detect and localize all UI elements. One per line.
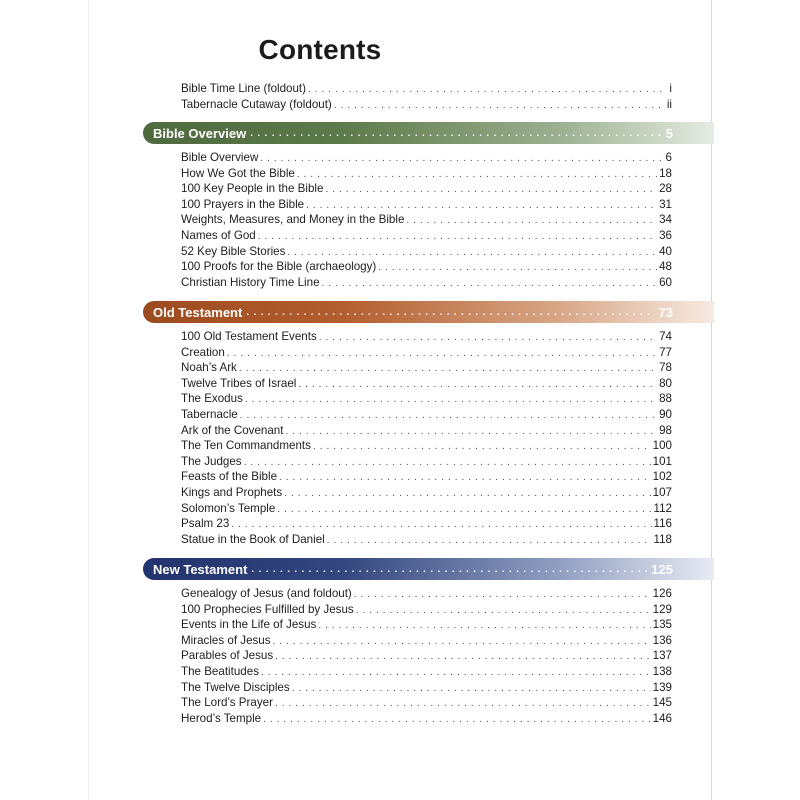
toc-entry[interactable] bbox=[181, 407, 672, 423]
dot-leader bbox=[287, 245, 657, 261]
dot-leader bbox=[297, 167, 657, 183]
dot-leader bbox=[240, 408, 657, 424]
dot-leader bbox=[334, 98, 665, 114]
entry-page: 126 bbox=[652, 587, 672, 600]
entry-page: 18 bbox=[659, 166, 672, 180]
dot-leader bbox=[298, 377, 657, 393]
entry-title: The Twelve Disciples bbox=[181, 680, 290, 694]
entry-page: i bbox=[669, 82, 672, 95]
toc-entry[interactable] bbox=[181, 360, 672, 376]
toc-entry[interactable] bbox=[181, 97, 672, 113]
entry-page: 98 bbox=[659, 423, 672, 437]
toc-entry[interactable] bbox=[181, 329, 672, 345]
entry-page: 101 bbox=[652, 454, 672, 468]
toc-entry[interactable] bbox=[181, 391, 672, 407]
entry-page: 139 bbox=[652, 680, 672, 694]
entry-page: 146 bbox=[652, 711, 672, 725]
toc-entry[interactable] bbox=[181, 664, 672, 680]
dot-leader bbox=[244, 455, 651, 471]
dot-leader bbox=[275, 696, 651, 712]
entry-title: Psalm 23 bbox=[181, 517, 230, 531]
toc-entry[interactable] bbox=[181, 633, 672, 649]
toc-entry[interactable] bbox=[181, 150, 672, 166]
entry-title: Feasts of the Bible bbox=[181, 470, 278, 484]
toc-entry[interactable] bbox=[181, 617, 672, 633]
dot-leader bbox=[378, 260, 657, 276]
entry-page: 48 bbox=[659, 260, 672, 274]
entry-page: 6 bbox=[665, 151, 672, 164]
entry-title: 100 Old Testament Events bbox=[181, 330, 317, 343]
section-page: 73 bbox=[658, 304, 673, 320]
entry-title: The Judges bbox=[181, 454, 242, 468]
entry-title: Ark of the Covenant bbox=[181, 423, 284, 437]
dot-leader bbox=[313, 439, 651, 455]
entry-page: 36 bbox=[659, 228, 672, 242]
entry-title: Noah’s Ark bbox=[181, 361, 237, 375]
toc-entry[interactable] bbox=[181, 81, 672, 97]
toc-entry[interactable] bbox=[181, 423, 672, 439]
dot-leader bbox=[260, 151, 663, 167]
toc-entry[interactable] bbox=[181, 602, 672, 618]
entry-page: 40 bbox=[659, 244, 672, 258]
section-header-old-testament[interactable] bbox=[143, 301, 714, 323]
entry-page: 138 bbox=[652, 664, 672, 678]
front-matter-list bbox=[181, 81, 672, 112]
dot-leader bbox=[275, 649, 651, 665]
entry-title: Tabernacle bbox=[181, 407, 238, 421]
dot-leader bbox=[356, 603, 651, 619]
dot-leader bbox=[284, 486, 650, 502]
dot-leader bbox=[319, 330, 657, 346]
entry-title: 52 Key Bible Stories bbox=[181, 244, 286, 258]
entry-page: 88 bbox=[659, 392, 672, 406]
entry-page: 90 bbox=[659, 407, 672, 421]
entry-page: 31 bbox=[659, 197, 672, 211]
toc-entry[interactable] bbox=[181, 485, 672, 501]
dot-leader bbox=[251, 564, 647, 575]
entry-title: The Beatitudes bbox=[181, 664, 259, 678]
dot-leader bbox=[239, 361, 657, 377]
dot-leader bbox=[277, 502, 651, 518]
entry-title: Tabernacle Cutaway (foldout) bbox=[181, 97, 332, 111]
toc-entry[interactable] bbox=[181, 166, 672, 182]
entry-title: Creation bbox=[181, 345, 225, 359]
section-header-new-testament[interactable] bbox=[143, 558, 714, 580]
dot-leader bbox=[279, 470, 651, 486]
dot-leader bbox=[261, 665, 651, 681]
dot-leader bbox=[245, 392, 657, 408]
toc-entry[interactable] bbox=[181, 212, 672, 228]
dot-leader bbox=[308, 82, 667, 98]
toc-entry[interactable] bbox=[181, 586, 672, 602]
dot-leader bbox=[250, 128, 662, 139]
entry-title: Kings and Prophets bbox=[181, 485, 283, 499]
dot-leader bbox=[322, 276, 658, 292]
toc-entry[interactable] bbox=[181, 469, 672, 485]
toc-entry[interactable] bbox=[181, 228, 672, 244]
entry-title: 100 Prophecies Fulfilled by Jesus bbox=[181, 602, 354, 616]
dot-leader bbox=[325, 182, 657, 198]
entry-page: 145 bbox=[652, 696, 672, 710]
entry-title: Statue in the Book of Daniel bbox=[181, 532, 325, 546]
page-title: Contents bbox=[258, 34, 382, 65]
section-heading: Bible Overview bbox=[153, 125, 247, 141]
entry-title: Miracles of Jesus bbox=[181, 633, 271, 647]
entry-title: Solomon’s Temple bbox=[181, 501, 276, 515]
toc-entry[interactable] bbox=[181, 454, 672, 470]
toc-entry[interactable] bbox=[181, 438, 672, 454]
entry-title: Names of God bbox=[181, 228, 256, 242]
entry-title: Herod’s Temple bbox=[181, 711, 262, 725]
toc-entry[interactable] bbox=[181, 648, 672, 664]
entry-page: 107 bbox=[652, 485, 672, 499]
toc-entry[interactable] bbox=[181, 680, 672, 696]
entry-page: 78 bbox=[659, 361, 672, 375]
entry-page: 80 bbox=[659, 376, 672, 390]
entry-page: ii bbox=[666, 97, 672, 111]
entry-page: 34 bbox=[659, 213, 672, 227]
entry-page: 102 bbox=[652, 470, 672, 484]
toc-entry[interactable] bbox=[181, 275, 672, 291]
entry-title: Events in the Life of Jesus bbox=[181, 618, 317, 632]
entry-title: The Ten Commandments bbox=[181, 439, 311, 453]
entry-title: The Lord’s Prayer bbox=[181, 696, 273, 710]
dot-leader bbox=[263, 712, 651, 728]
section-list-new-testament bbox=[181, 586, 672, 726]
dot-leader bbox=[327, 533, 652, 549]
entry-page: 28 bbox=[659, 182, 672, 196]
entry-page: 112 bbox=[653, 501, 672, 515]
entry-title: 100 Proofs for the Bible (archaeology) bbox=[181, 260, 377, 274]
dot-leader bbox=[273, 634, 651, 650]
entry-title: Parables of Jesus bbox=[181, 649, 274, 663]
entry-page: 129 bbox=[652, 602, 672, 616]
section-list-bible-overview bbox=[181, 150, 672, 290]
entry-page: 135 bbox=[652, 618, 672, 632]
entry-page: 137 bbox=[652, 649, 672, 663]
toc-entry[interactable] bbox=[181, 711, 672, 727]
entry-title: Christian History Time Line bbox=[181, 275, 320, 289]
entry-title: Bible Time Line (foldout) bbox=[181, 82, 307, 95]
toc-entry[interactable] bbox=[181, 259, 672, 275]
dot-leader bbox=[306, 198, 657, 214]
entry-title: 100 Key People in the Bible bbox=[181, 182, 324, 196]
entry-page: 116 bbox=[653, 517, 672, 531]
toc-entry[interactable] bbox=[181, 197, 672, 213]
dot-leader bbox=[227, 346, 657, 362]
entry-page: 118 bbox=[653, 532, 672, 546]
entry-title: The Exodus bbox=[181, 392, 243, 406]
entry-title: Genealogy of Jesus (and foldout) bbox=[181, 587, 352, 600]
dot-leader bbox=[292, 681, 651, 697]
entry-page: 136 bbox=[652, 633, 672, 647]
toc-entry[interactable] bbox=[181, 181, 672, 197]
entry-title: 100 Prayers in the Bible bbox=[181, 197, 305, 211]
entry-title: Twelve Tribes of Israel bbox=[181, 376, 297, 390]
toc-entry[interactable] bbox=[181, 695, 672, 711]
section-page: 5 bbox=[665, 125, 673, 141]
toc-entry[interactable] bbox=[181, 376, 672, 392]
dot-leader bbox=[231, 517, 651, 533]
toc-entry[interactable] bbox=[181, 501, 672, 517]
section-list-old-testament bbox=[181, 329, 672, 547]
section-page: 125 bbox=[651, 561, 673, 577]
dot-leader bbox=[285, 424, 657, 440]
entry-page: 77 bbox=[659, 345, 672, 359]
entry-title: How We Got the Bible bbox=[181, 166, 295, 180]
toc-entry[interactable] bbox=[181, 516, 672, 532]
section-heading: Old Testament bbox=[153, 304, 243, 320]
dot-leader bbox=[406, 213, 657, 229]
dot-leader bbox=[318, 618, 650, 634]
dot-leader bbox=[354, 587, 651, 603]
section-heading: New Testament bbox=[153, 561, 248, 577]
dot-leader bbox=[258, 229, 657, 245]
entry-page: 74 bbox=[659, 330, 672, 343]
section-header-bible-overview[interactable] bbox=[143, 122, 714, 144]
toc-entry[interactable] bbox=[181, 244, 672, 260]
entry-title: Weights, Measures, and Money in the Bible bbox=[181, 213, 405, 227]
toc-entry[interactable] bbox=[181, 532, 672, 548]
entry-page: 100 bbox=[652, 439, 672, 453]
entry-title: Bible Overview bbox=[181, 151, 259, 164]
entry-page: 60 bbox=[659, 275, 672, 289]
dot-leader bbox=[246, 307, 654, 318]
toc-entry[interactable] bbox=[181, 345, 672, 361]
